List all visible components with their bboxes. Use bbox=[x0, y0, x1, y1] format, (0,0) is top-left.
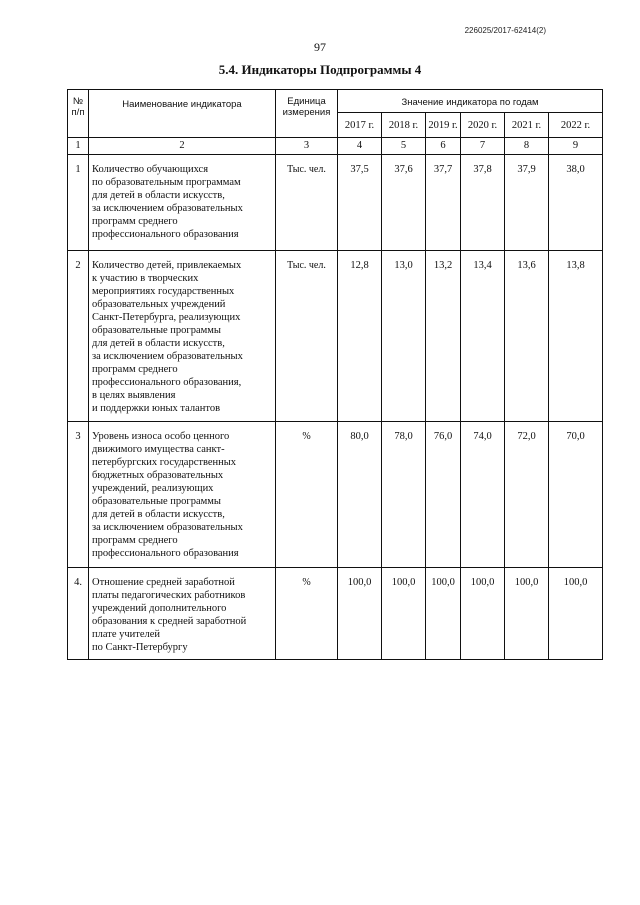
indicator-value: 13,2 bbox=[426, 251, 461, 422]
page-number: 97 bbox=[314, 40, 326, 54]
header-num-line: № bbox=[72, 96, 84, 107]
indicator-name bbox=[89, 568, 276, 660]
header-values-group: Значение индикатора по годам bbox=[338, 90, 603, 113]
indicator-value: 80,0 bbox=[338, 422, 382, 568]
indicator-value: 74,0 bbox=[461, 422, 505, 568]
row-number: 1 bbox=[68, 155, 89, 251]
indicator-name-line: по образовательным программам bbox=[92, 177, 241, 188]
indicator-unit: Тыс. чел. bbox=[276, 251, 338, 422]
table-row bbox=[68, 155, 603, 251]
indicator-name-line: за исключением образовательных bbox=[92, 522, 243, 533]
indicator-name-line: образовательные программы bbox=[92, 325, 221, 336]
row-number: 3 bbox=[68, 422, 89, 568]
indicator-value: 100,0 bbox=[338, 568, 382, 660]
indicator-name-line: и поддержки юных талантов bbox=[92, 403, 221, 414]
row-number: 4. bbox=[68, 568, 89, 660]
indicator-name-line: профессионального образования bbox=[92, 548, 239, 559]
indicator-value: 13,6 bbox=[505, 251, 549, 422]
column-number: 6 bbox=[426, 138, 461, 155]
indicator-name-line: для детей в области искусств, bbox=[92, 190, 225, 201]
header-year: 2021 г. bbox=[505, 113, 549, 138]
header-num bbox=[68, 90, 89, 138]
indicators-table bbox=[67, 89, 603, 660]
indicator-name-line: образовательных учреждений bbox=[92, 299, 226, 310]
indicator-value: 13,8 bbox=[549, 251, 603, 422]
indicator-value: 13,0 bbox=[382, 251, 426, 422]
indicator-name-line: для детей в области искусств, bbox=[92, 338, 225, 349]
indicator-name-line: учреждений дополнительного bbox=[92, 603, 227, 614]
indicator-name-line: Уровень износа особо ценного bbox=[92, 431, 230, 442]
indicator-value: 100,0 bbox=[426, 568, 461, 660]
table-row bbox=[68, 568, 603, 660]
indicator-name-line: профессионального образования bbox=[92, 229, 239, 240]
header-unit-line: измерения bbox=[282, 107, 331, 118]
header-unit-line: Единица bbox=[287, 96, 326, 107]
header-year: 2019 г. bbox=[426, 113, 461, 138]
row-number: 2 bbox=[68, 251, 89, 422]
indicator-value: 37,5 bbox=[338, 155, 382, 251]
header-row bbox=[68, 90, 603, 113]
indicator-value: 12,8 bbox=[338, 251, 382, 422]
header-year: 2020 г. bbox=[461, 113, 505, 138]
indicator-name-line: образования к средней заработной bbox=[92, 616, 247, 627]
indicator-value: 37,7 bbox=[426, 155, 461, 251]
column-number: 2 bbox=[89, 138, 276, 155]
indicator-name-line: платы педагогических работников bbox=[92, 590, 246, 601]
indicator-name-line: за исключением образовательных bbox=[92, 351, 243, 362]
indicator-value: 72,0 bbox=[505, 422, 549, 568]
indicator-name-line: по Санкт-Петербургу bbox=[92, 642, 188, 653]
indicator-name-line: программ среднего bbox=[92, 535, 178, 546]
indicator-unit: % bbox=[276, 422, 338, 568]
document-id: 226025/2017-62414(2) bbox=[464, 26, 546, 35]
indicator-name-line: плате учителей bbox=[92, 629, 161, 640]
column-number: 8 bbox=[505, 138, 549, 155]
column-number: 5 bbox=[382, 138, 426, 155]
indicator-value: 37,8 bbox=[461, 155, 505, 251]
indicator-name-line: программ среднего bbox=[92, 364, 178, 375]
indicator-value: 13,4 bbox=[461, 251, 505, 422]
indicator-name-line: за исключением образовательных bbox=[92, 203, 243, 214]
indicator-value: 100,0 bbox=[461, 568, 505, 660]
indicator-name-line: Санкт-Петербурга, реализующих bbox=[92, 312, 241, 323]
indicator-name-line: движимого имущества санкт- bbox=[92, 444, 225, 455]
header-num-line: п/п bbox=[71, 107, 85, 118]
indicator-name-line: программ среднего bbox=[92, 216, 178, 227]
indicator-value: 100,0 bbox=[382, 568, 426, 660]
indicator-value: 100,0 bbox=[549, 568, 603, 660]
indicator-name-line: к участию в творческих bbox=[92, 273, 199, 284]
indicator-value: 37,9 bbox=[505, 155, 549, 251]
indicator-name bbox=[89, 422, 276, 568]
header-year: 2018 г. bbox=[382, 113, 426, 138]
column-numbers-row bbox=[68, 138, 603, 155]
indicator-name-line: образовательные программы bbox=[92, 496, 221, 507]
indicator-name-line: Отношение средней заработной bbox=[92, 577, 235, 588]
indicator-name-line: Количество детей, привлекаемых bbox=[92, 260, 242, 271]
table-row bbox=[68, 251, 603, 422]
indicator-value: 78,0 bbox=[382, 422, 426, 568]
indicator-name-line: профессионального образования, bbox=[92, 377, 242, 388]
section-title: 5.4. Индикаторы Подпрограммы 4 bbox=[218, 62, 422, 77]
indicator-name bbox=[89, 251, 276, 422]
column-number: 4 bbox=[338, 138, 382, 155]
column-number: 1 bbox=[68, 138, 89, 155]
column-number: 7 bbox=[461, 138, 505, 155]
indicator-value: 100,0 bbox=[505, 568, 549, 660]
indicator-name-line: Количество обучающихся bbox=[92, 164, 209, 175]
table-row bbox=[68, 422, 603, 568]
indicator-value: 70,0 bbox=[549, 422, 603, 568]
indicator-value: 76,0 bbox=[426, 422, 461, 568]
header-year: 2017 г. bbox=[338, 113, 382, 138]
indicator-unit: Тыс. чел. bbox=[276, 155, 338, 251]
indicator-name-line: бюджетных образовательных bbox=[92, 470, 224, 481]
header-year: 2022 г. bbox=[549, 113, 603, 138]
header-unit bbox=[276, 90, 338, 138]
indicator-name-line: для детей в области искусств, bbox=[92, 509, 225, 520]
indicator-value: 37,6 bbox=[382, 155, 426, 251]
column-number: 9 bbox=[549, 138, 603, 155]
header-name: Наименование индикатора bbox=[89, 90, 276, 138]
indicator-name-line: петербургских государственных bbox=[92, 457, 237, 468]
indicator-name bbox=[89, 155, 276, 251]
column-number: 3 bbox=[276, 138, 338, 155]
indicator-name-line: мероприятиях государственных bbox=[92, 286, 235, 297]
indicator-name-line: в целях выявления bbox=[92, 390, 176, 401]
indicator-name-line: учреждений, реализующих bbox=[92, 483, 214, 494]
indicator-unit: % bbox=[276, 568, 338, 660]
indicator-value: 38,0 bbox=[549, 155, 603, 251]
